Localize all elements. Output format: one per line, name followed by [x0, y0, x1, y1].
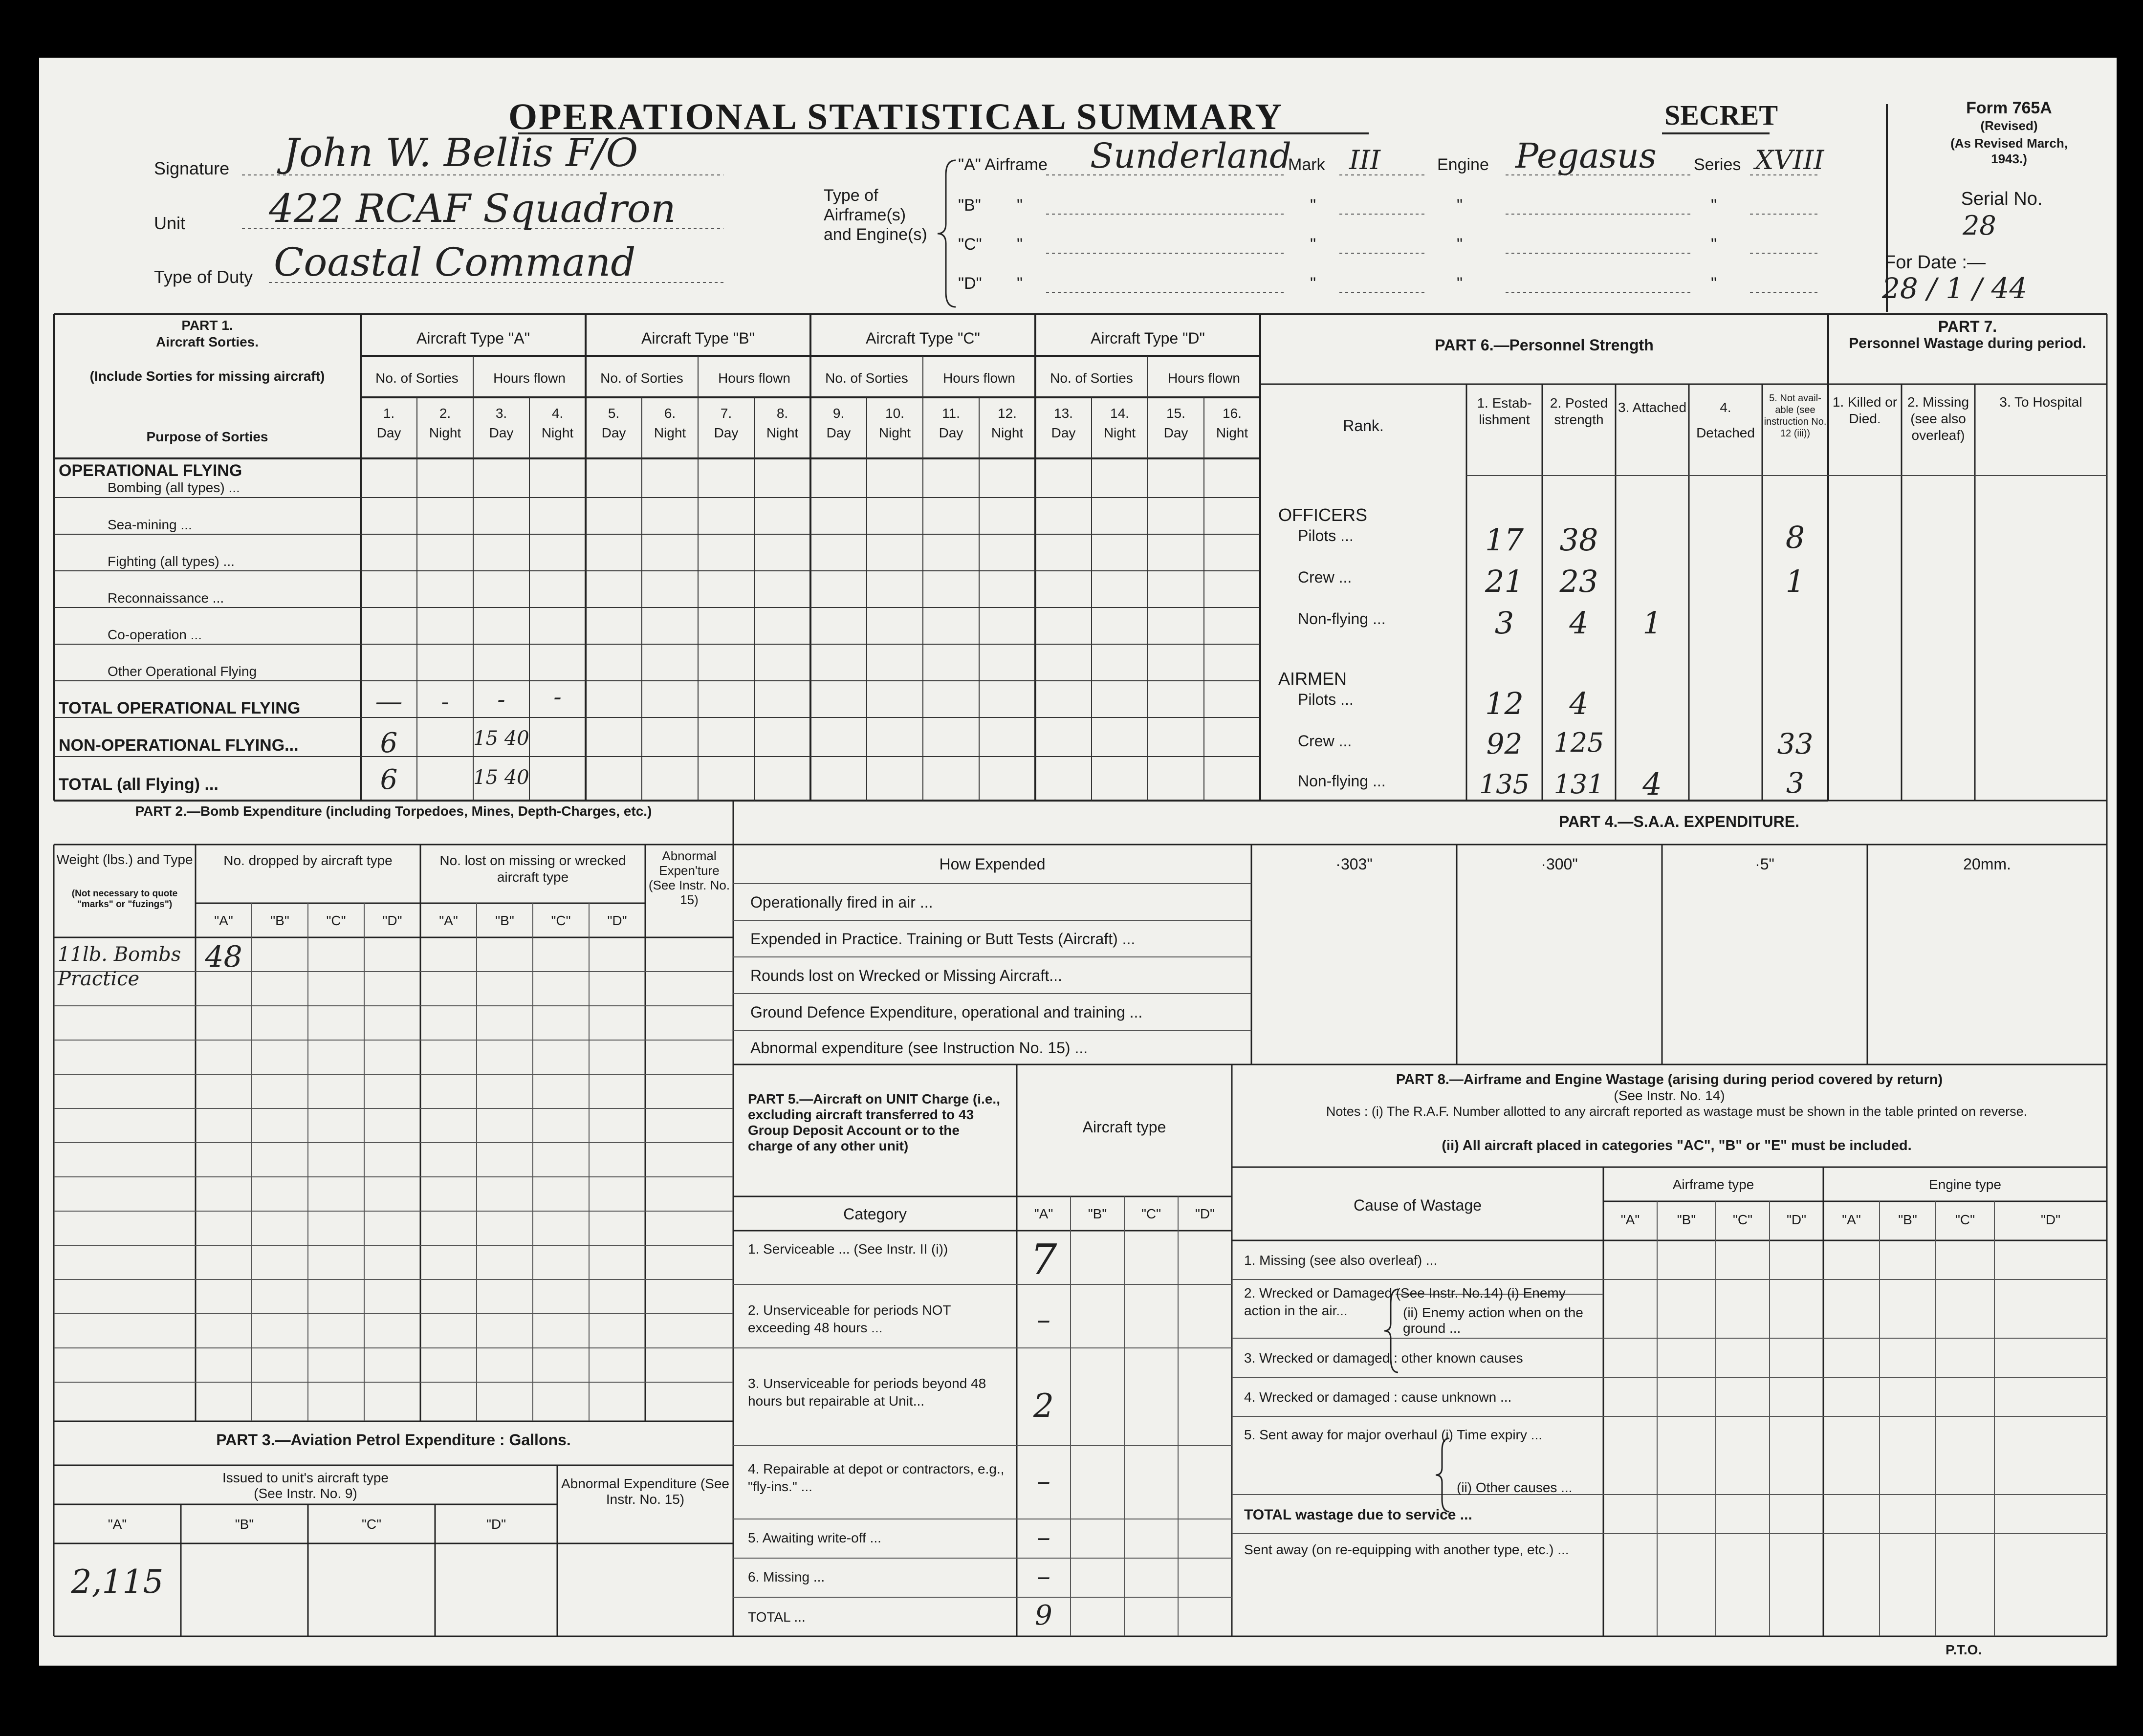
duty-value: Coastal Command — [274, 239, 636, 285]
col-day: Day — [601, 425, 626, 440]
row-a-engine-label: Engine — [1437, 155, 1489, 174]
weight-note: (Not necessary to quote "marks" or "fuzings") — [71, 889, 178, 910]
personnel-value: 131 — [1553, 769, 1604, 800]
type-c: "C" — [361, 1517, 382, 1532]
category-row: 1. Serviceable ... (See Instr. II (i)) — [748, 1241, 948, 1257]
personnel-value: 4 — [1569, 605, 1589, 641]
rank-row-label: Non-flying ... — [1298, 772, 1386, 790]
personnel-value: 3 — [1494, 605, 1514, 641]
col-day: Day — [1163, 425, 1188, 440]
row-label: Co-operation ... — [108, 627, 202, 642]
airmen-label: AIRMEN — [1278, 669, 1347, 689]
secret-label: SECRET — [1664, 99, 1778, 131]
rank-row-label: Crew ... — [1298, 732, 1352, 750]
col-not-available: 5. Not avail-able (see instruction No. 12 (iii)) — [1764, 393, 1827, 439]
purpose-label: Purpose of Sorties — [146, 429, 268, 444]
type-b: "B" — [235, 1517, 254, 1532]
unit-label: Unit — [154, 213, 186, 233]
part8-note-2: (ii) All aircraft placed in categories "AC", "B" or "E" must be included. — [1442, 1138, 1912, 1153]
col-number: 15. — [1166, 406, 1185, 421]
col-number: 4. — [551, 406, 564, 421]
how-expended-label: How Expended — [939, 855, 1046, 873]
row-a-engine: Pegasus — [1515, 136, 1657, 176]
aircraft-type-a-header: Aircraft Type "A" — [416, 329, 530, 347]
aircraft-type-b-header: Aircraft Type "B" — [641, 329, 755, 347]
wastage-row: 3. Wrecked or damaged : other known causes — [1244, 1350, 1523, 1366]
issued-label: Issued to unit's aircraft type — [222, 1470, 389, 1485]
aircraft-count: – — [1037, 1521, 1050, 1553]
part1-subtitle: Aircraft Sorties. — [155, 334, 259, 349]
col-night: Night — [766, 425, 799, 440]
hours-header: Hours flown — [1168, 370, 1240, 386]
personnel-value: 17 — [1485, 522, 1524, 558]
col-number: 6. — [664, 406, 676, 421]
operational-flying-label: OPERATIONAL FLYING — [59, 461, 242, 480]
hours-header: Hours flown — [493, 370, 566, 386]
col-day: Day — [489, 425, 514, 440]
bomb-weight-entry: 11lb. Bombs Practice — [58, 943, 181, 990]
type-c: "C" — [1141, 1206, 1161, 1221]
aircraft-count: 7 — [1030, 1236, 1057, 1284]
total-flying-label: TOTAL (all Flying) ... — [59, 775, 219, 794]
type-a: "A" — [1620, 1212, 1640, 1227]
col-5: ·5" — [1755, 855, 1774, 873]
type-c: "C" — [551, 913, 571, 928]
col-detached: 4. Detached — [1696, 400, 1755, 440]
personnel-value: 21 — [1485, 564, 1524, 599]
saa-row-label: Expended in Practice. Training or Butt Tests (Aircraft) ... — [750, 930, 1136, 948]
col-number: 16. — [1223, 406, 1242, 421]
col-number: 13. — [1054, 406, 1073, 421]
ditto-mark: " — [1457, 274, 1463, 293]
col-day: Day — [939, 425, 963, 440]
total-wastage-row: TOTAL wastage due to service ... — [1244, 1507, 1472, 1523]
type-b: "B" — [1677, 1212, 1696, 1227]
unit-value: 422 RCAF Squadron — [269, 186, 676, 231]
cell-value: 15 40 — [473, 727, 529, 750]
col-night: Night — [1103, 425, 1136, 440]
dropped-label: No. dropped by aircraft type — [223, 853, 393, 868]
wastage-row: Sent away (on re-equipping with another type, etc.) ... — [1244, 1542, 1569, 1557]
type-a: "A" — [1842, 1212, 1861, 1227]
form-revised-date: (As Revised March, — [1950, 136, 2068, 151]
part4-title: PART 4.—S.A.A. EXPENDITURE. — [1559, 813, 1799, 830]
ditto-mark: " — [1310, 235, 1316, 254]
personnel-value: 92 — [1486, 727, 1523, 760]
aircraft-count: 2 — [1033, 1387, 1054, 1425]
aircraft-type-c-header: Aircraft Type "C" — [866, 329, 980, 347]
aircraft-type-d-header: Aircraft Type "D" — [1091, 329, 1205, 347]
cell-value: — — [375, 686, 403, 717]
col-night: Night — [1216, 425, 1248, 440]
part8-title: PART 8.—Airframe and Engine Wastage (arising during period covered by return) — [1396, 1072, 1943, 1087]
category-row: 4. Repairable at depot or contractors, e.g., "fly-ins." ... — [748, 1461, 1005, 1494]
cell-value: - — [441, 688, 449, 716]
type-b: "B" — [1088, 1206, 1107, 1221]
lost-label: No. lost on missing or wrecked aircraft type — [439, 853, 626, 885]
total-operational-label: TOTAL OPERATIONAL FLYING — [59, 699, 301, 717]
aircraft-type-label: Aircraft type — [1082, 1118, 1166, 1136]
personnel-value: 38 — [1559, 522, 1598, 558]
row-a-mark-label: Mark — [1288, 155, 1325, 174]
col-number: 12. — [998, 406, 1017, 421]
cell-value: - — [553, 683, 562, 711]
form-sheet — [39, 58, 2117, 1666]
col-number: 2. — [439, 406, 451, 421]
wastage-row: (ii) Enemy action when on the ground ... — [1403, 1305, 1583, 1336]
col-number: 3. — [495, 406, 507, 421]
ditto-mark: " — [1711, 274, 1717, 293]
part5-title: PART 5.—Aircraft on UNIT Charge (i.e., excluding aircraft transferred to 43 Group Deposit Account or to the charge of any other unit) — [748, 1091, 1000, 1153]
form-title: OPERATIONAL STATISTICAL SUMMARY — [508, 96, 1284, 137]
category-row: 5. Awaiting write-off ... — [748, 1530, 881, 1545]
bomb-dropped-a: 48 — [205, 940, 242, 974]
row-d-tag: "D" — [958, 274, 982, 293]
type-c: "C" — [326, 913, 346, 928]
category-row: 2. Unserviceable for periods NOT exceeding 48 hours ... — [748, 1302, 951, 1335]
row-label: Fighting (all types) ... — [108, 554, 235, 569]
ditto-mark: " — [1711, 196, 1717, 215]
personnel-value: 33 — [1777, 727, 1814, 760]
row-a-series-label: Series — [1694, 155, 1741, 174]
personnel-value: 135 — [1479, 769, 1530, 800]
row-c-tag: "C" — [958, 235, 982, 254]
petrol-value-a: 2,115 — [71, 1563, 164, 1601]
rank-row-label: Non-flying ... — [1298, 610, 1386, 628]
row-a-series: XVIII — [1755, 145, 1824, 175]
col-number: 7. — [720, 406, 732, 421]
col-establishment: 1. Estab-lishment — [1477, 395, 1532, 427]
aircraft-count: – — [1037, 1304, 1050, 1336]
ditto-mark: " — [1457, 235, 1463, 254]
row-label: Sea-mining ... — [108, 517, 192, 532]
cell-value: 6 — [380, 727, 398, 759]
row-a-mark: III — [1349, 145, 1380, 175]
engine-type-label: Engine type — [1929, 1177, 2001, 1192]
type-d: "D" — [607, 913, 627, 928]
type-b: "B" — [1898, 1212, 1917, 1227]
sorties-header: No. of Sorties — [375, 370, 459, 386]
part7-title: PART 7. — [1938, 318, 1997, 335]
type-c: "C" — [1955, 1212, 1975, 1227]
col-night: Night — [429, 425, 461, 440]
col-303: ·303" — [1335, 855, 1373, 873]
aircraft-count: – — [1037, 1561, 1050, 1592]
part2-title: PART 2.—Bomb Expenditure (including Torpedoes, Mines, Depth-Charges, etc.) — [135, 803, 652, 819]
type-d: "D" — [1195, 1206, 1215, 1221]
category-row: 6. Missing ... — [748, 1569, 825, 1584]
personnel-value: 1 — [1642, 605, 1662, 641]
weight-label: Weight (lbs.) and Type — [56, 852, 193, 867]
aircraft-count: 9 — [1035, 1600, 1052, 1631]
signature-label: Signature — [154, 158, 230, 178]
aircraft-type-label: Type of Airframe(s) and Engine(s) — [824, 186, 927, 244]
col-day: Day — [714, 425, 739, 440]
col-number: 10. — [885, 406, 904, 421]
duty-label: Type of Duty — [154, 267, 253, 287]
abnormal-label: Abnormal Expen'ture (See Instr. No. 15) — [648, 848, 730, 907]
form-number: Form 765A — [1966, 99, 2052, 117]
wastage-row: 4. Wrecked or damaged : cause unknown ... — [1244, 1389, 1512, 1405]
ditto-mark: " — [1017, 274, 1023, 293]
type-d: "D" — [1786, 1212, 1807, 1227]
serial-value: 28 — [1963, 210, 1996, 241]
saa-row-label: Abnormal expenditure (see Instruction No. 15) ... — [750, 1039, 1088, 1057]
serial-label: Serial No. — [1961, 189, 2043, 209]
part1-note: (Include Sorties for missing aircraft) — [89, 369, 325, 384]
saa-row-label: Operationally fired in air ... — [750, 893, 933, 911]
ditto-mark: " — [1017, 196, 1023, 215]
personnel-value: 8 — [1785, 520, 1805, 555]
ditto-mark: " — [1310, 274, 1316, 293]
category-label: Category — [843, 1205, 907, 1223]
row-label: Reconnaissance ... — [108, 590, 224, 606]
aircraft-count: – — [1037, 1465, 1050, 1497]
part7-subtitle: Personnel Wastage during period. — [1849, 335, 2086, 351]
cell-value: 15 40 — [473, 766, 529, 789]
form-revised: (Revised) — [1980, 118, 2038, 133]
col-night: Night — [541, 425, 574, 440]
sorties-header: No. of Sorties — [825, 370, 908, 386]
personnel-value: 23 — [1559, 564, 1598, 599]
cause-label: Cause of Wastage — [1353, 1196, 1482, 1214]
ditto-mark: " — [1017, 235, 1023, 254]
type-b: "B" — [270, 913, 289, 928]
for-date-label: For Date :— — [1884, 252, 1986, 273]
col-300: ·300" — [1541, 855, 1578, 873]
hours-header: Hours flown — [943, 370, 1015, 386]
col-number: 1. — [383, 406, 395, 421]
col-day: Day — [376, 425, 401, 440]
personnel-value: 12 — [1485, 686, 1524, 721]
airframe-type-label: Airframe type — [1672, 1177, 1754, 1192]
rank-row-label: Pilots ... — [1298, 691, 1354, 708]
col-hospital: 3. To Hospital — [1999, 394, 2082, 410]
rank-row-label: Crew ... — [1298, 568, 1352, 586]
col-number: 8. — [776, 406, 788, 421]
cell-value: - — [497, 686, 505, 713]
personnel-value: 4 — [1569, 686, 1589, 721]
officers-label: OFFICERS — [1278, 505, 1368, 525]
saa-row-label: Rounds lost on Wrecked or Missing Aircraft... — [750, 967, 1062, 984]
signature-value: John W. Bellis F/O — [284, 130, 638, 175]
personnel-value: 125 — [1553, 727, 1604, 758]
part3-title: PART 3.—Aviation Petrol Expenditure : Gallons. — [216, 1431, 571, 1449]
form-revised-date: 1943.) — [1991, 152, 2027, 166]
type-d: "D" — [382, 913, 402, 928]
personnel-value: 3 — [1786, 766, 1804, 800]
col-attached: 3. Attached — [1618, 400, 1687, 415]
type-a: "A" — [108, 1517, 127, 1532]
saa-row-label: Ground Defence Expenditure, operational and training ... — [750, 1003, 1143, 1021]
ditto-mark: " — [1457, 196, 1463, 215]
petrol-abnormal-label: Abnormal Expenditure (See Instr. No. 15) — [561, 1476, 729, 1507]
ditto-mark: " — [1310, 196, 1316, 215]
col-missing: 2. Missing (see also overleaf) — [1907, 394, 1969, 443]
type-a: "A" — [439, 913, 458, 928]
rank-label: Rank. — [1343, 417, 1384, 434]
non-operational-label: NON-OPERATIONAL FLYING... — [59, 736, 299, 755]
cell-value: 6 — [380, 764, 398, 796]
type-b: "B" — [495, 913, 514, 928]
row-b-tag: "B" — [958, 196, 981, 215]
type-a: "A" — [214, 913, 233, 928]
row-a-tag: "A" Airframe — [958, 155, 1048, 174]
sorties-header: No. of Sorties — [600, 370, 683, 386]
col-day: Day — [826, 425, 851, 440]
wastage-row: (ii) Other causes ... — [1457, 1480, 1573, 1495]
category-row: 3. Unserviceable for periods beyond 48 hours but repairable at Unit... — [748, 1376, 986, 1409]
wastage-row: 2. Wrecked or Damaged (See Instr. No.14) (i) Enemy action in the air... — [1244, 1285, 1566, 1318]
type-d: "D" — [486, 1517, 506, 1532]
pto-label: P.T.O. — [1946, 1642, 1982, 1657]
part6-title: PART 6.—Personnel Strength — [1435, 336, 1654, 354]
part8-note-1: Notes : (i) The R.A.F. Number allotted to any aircraft reported as wastage must be shown in the table printed on reverse. — [1326, 1104, 2028, 1119]
col-night: Night — [991, 425, 1024, 440]
personnel-value: 1 — [1785, 564, 1805, 599]
type-c: "C" — [1732, 1212, 1753, 1227]
part1-title: PART 1. — [181, 318, 233, 333]
col-day: Day — [1051, 425, 1076, 440]
wastage-row: 1. Missing (see also overleaf) ... — [1244, 1253, 1438, 1268]
col-posted: 2. Posted strength — [1550, 395, 1608, 427]
col-number: 14. — [1110, 406, 1129, 421]
type-d: "D" — [2040, 1212, 2061, 1227]
col-night: Night — [654, 425, 686, 440]
sorties-header: No. of Sorties — [1050, 370, 1133, 386]
col-killed: 1. Killed or Died. — [1832, 394, 1898, 426]
personnel-value: 4 — [1642, 766, 1662, 802]
rank-row-label: Pilots ... — [1298, 527, 1354, 544]
row-label: Other Operational Flying — [108, 664, 257, 679]
row-label: Bombing (all types) ... — [108, 480, 240, 495]
wastage-row: 5. Sent away for major overhaul (i) Time expiry ... — [1244, 1427, 1542, 1442]
category-row: TOTAL ... — [748, 1609, 806, 1625]
ditto-mark: " — [1711, 235, 1717, 254]
part8-instr: (See Instr. No. 14) — [1614, 1088, 1725, 1103]
col-number: 9. — [832, 406, 845, 421]
issued-note: (See Instr. No. 9) — [254, 1486, 357, 1501]
type-a: "A" — [1034, 1206, 1053, 1221]
col-20mm: 20mm. — [1963, 855, 2011, 873]
row-a-airframe: Sunderland — [1090, 136, 1291, 176]
col-number: 11. — [942, 406, 960, 421]
col-night: Night — [878, 425, 911, 440]
for-date-value: 28 / 1 / 44 — [1882, 272, 2028, 305]
hours-header: Hours flown — [718, 370, 790, 386]
col-number: 5. — [608, 406, 620, 421]
